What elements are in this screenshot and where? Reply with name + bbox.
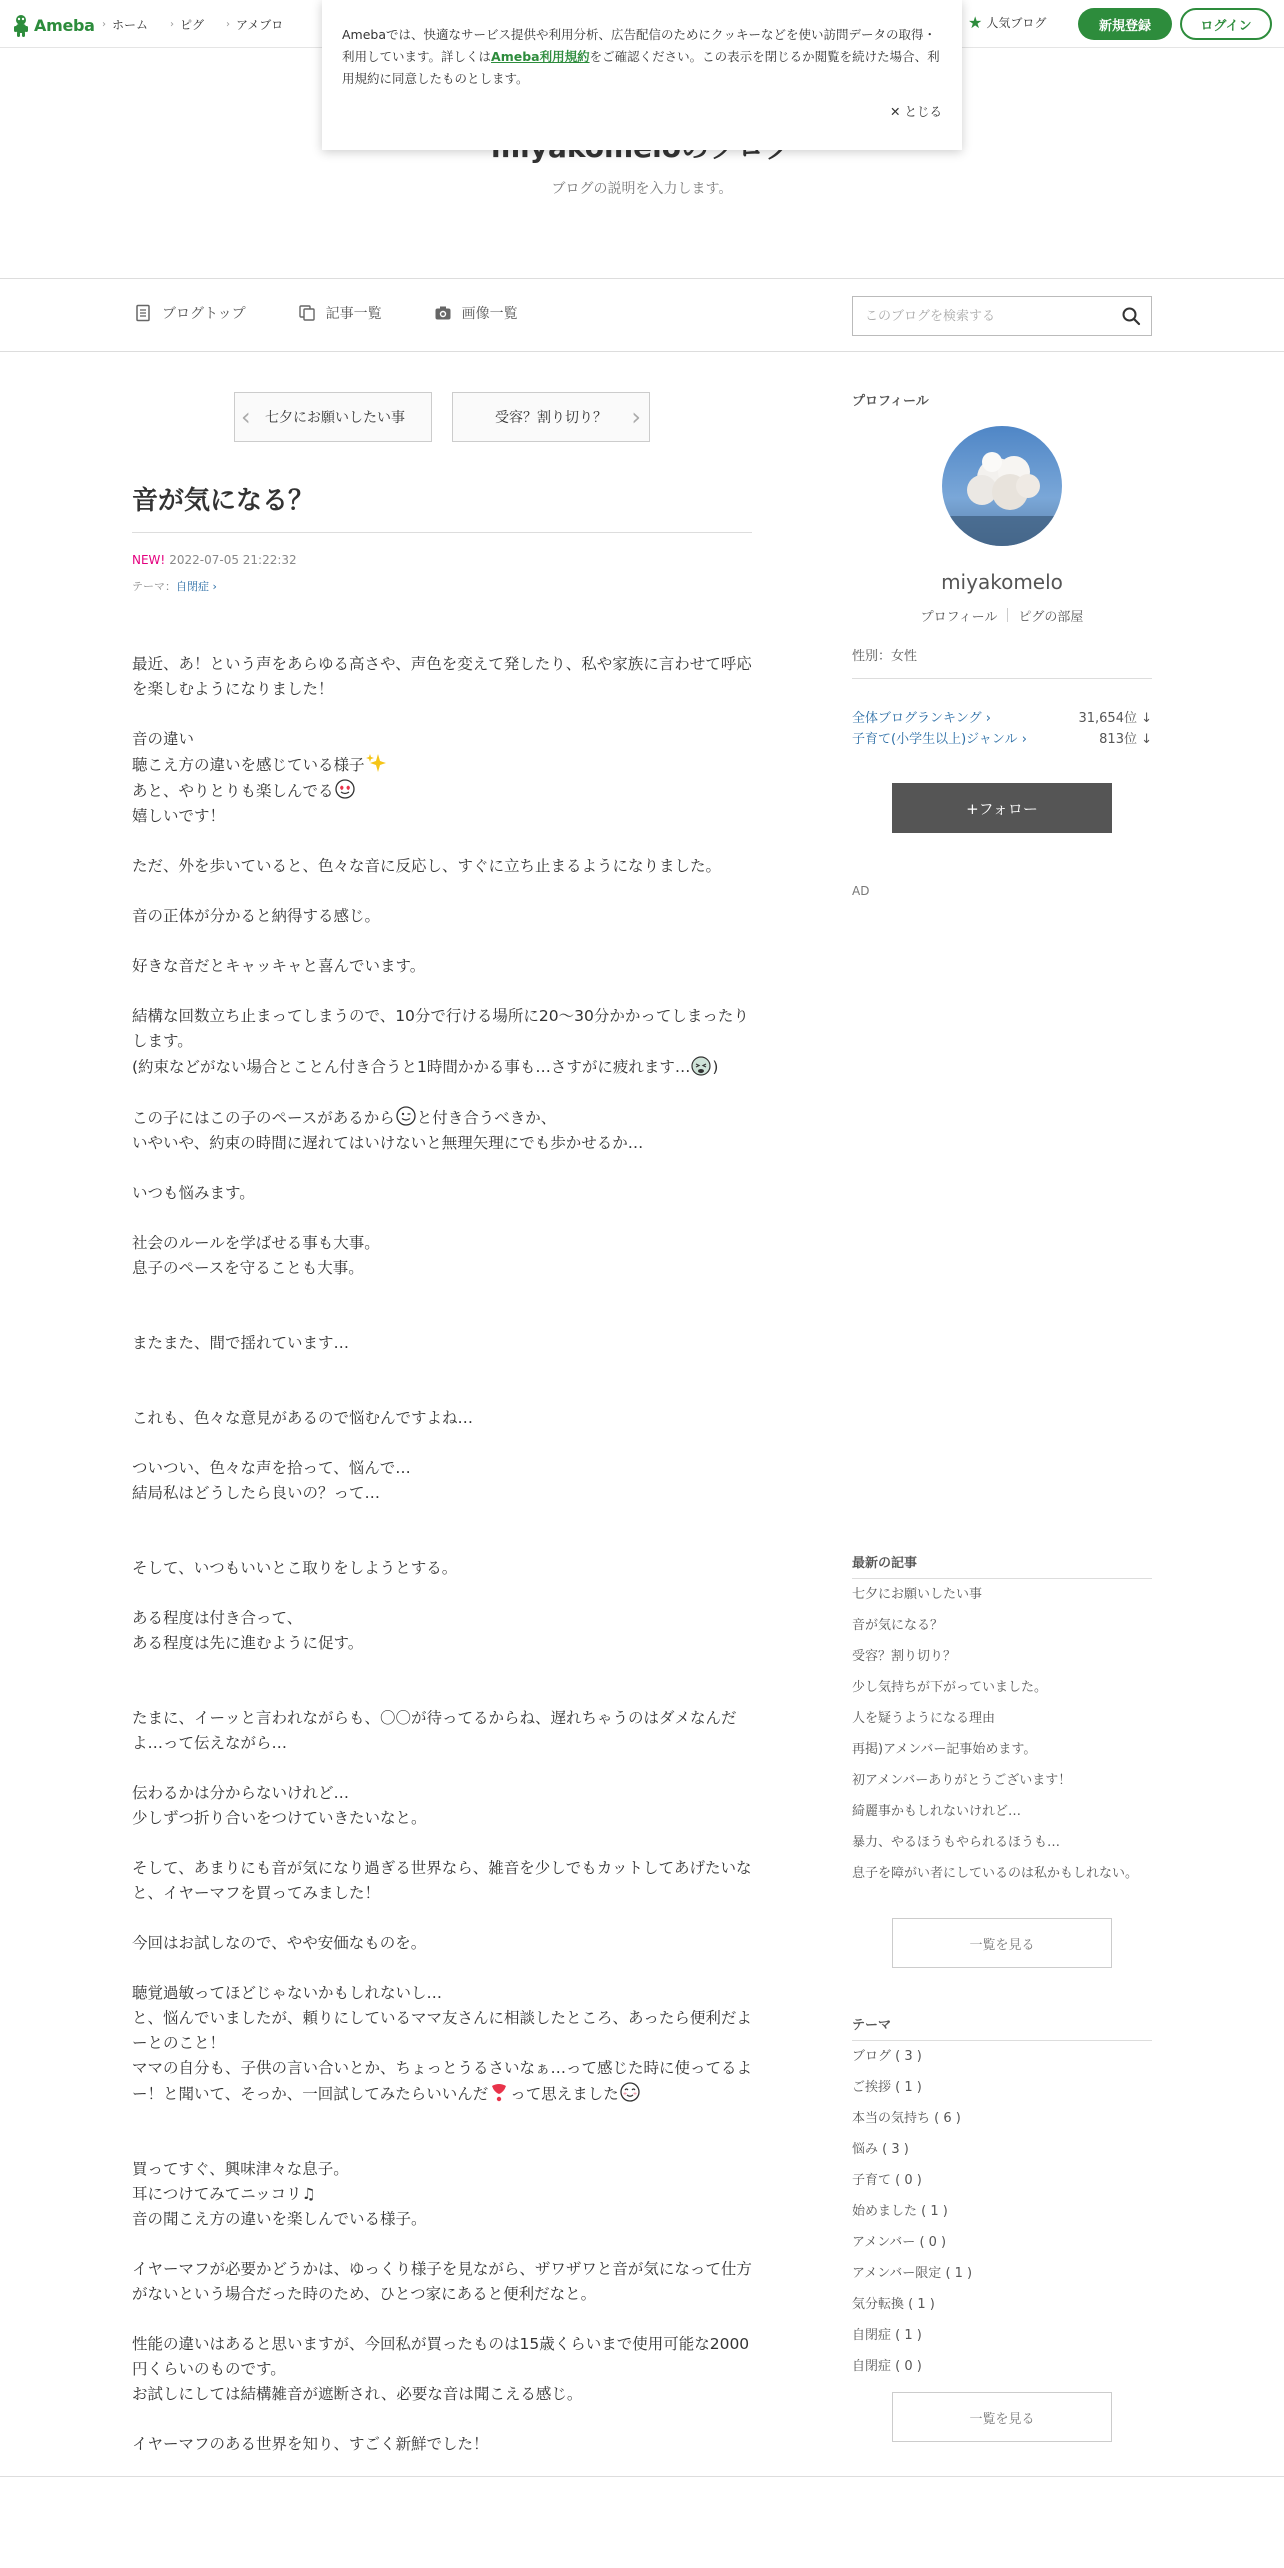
- theme-link[interactable]: 悩み ( 3 ): [852, 2142, 909, 2157]
- paragraph: [132, 1456, 752, 1506]
- paragraph: [132, 727, 752, 829]
- paragraph: [132, 1004, 752, 1080]
- cookie-text-after: をご確認ください。この表示を閉じるか閲覧を続けた場合、利用規約に同意したものとします。: [342, 49, 940, 86]
- paragraph: [132, 1931, 752, 1956]
- text-line: (約束などがない場合とことん付き合うと1時間かかる事も…さすがに疲れます…: [132, 1058, 691, 1076]
- article-date: [132, 553, 297, 567]
- text-line: お試しにしては結構雑音が遮断され、必要な音は聞こえる感じ。: [132, 2385, 583, 2403]
- paragraph: [132, 1331, 752, 1356]
- text-line: ママの自分も、子供の言い合いとか、ちょっとうるさいなぁ…って感じた時に使ってるよー！と聞いて、そっか、一回試してみたらいいんだ: [132, 2059, 753, 2103]
- winking-face-emoji-icon: [395, 1105, 417, 1127]
- paragraph: [132, 1406, 752, 1431]
- cookie-text-before: Amebaでは、快適なサービス提供や利用分析、広告配信のためにクッキーなどを使い訪問データの取得・利用しています。詳しくは: [342, 27, 937, 64]
- gender-text: 性別：女性: [852, 649, 918, 664]
- terms-link[interactable]: Ameba利用規約: [491, 49, 590, 64]
- recent-entry-link[interactable]: 再掲)アメンバー記事始めます。: [852, 1742, 1037, 1757]
- text-line: 嬉しいです！: [132, 807, 226, 825]
- camera-icon: [434, 304, 452, 322]
- text-line: 性能の違いはあると思いますが、今回私が買ったものは15歳くらいまで使用可能な2000円くらいのものです。: [132, 2335, 750, 2378]
- recent-entry-link[interactable]: 暴力、やるほうもやられるほうも…: [852, 1835, 1061, 1850]
- popular-blogs-link[interactable]: [968, 14, 1046, 31]
- paragraph: [132, 652, 752, 702]
- text-line: これも、色々な意見があるので悩むんですよね…: [132, 1409, 474, 1427]
- text-line: 聴覚過敏ってほどじゃないかもしれないし…: [132, 1984, 443, 2002]
- subnav-label: 記事一覧: [325, 306, 382, 322]
- chevron-right-icon: ›: [631, 403, 641, 431]
- text-line: そして、いつもいいとこ取りをしようとする。: [132, 1559, 458, 1577]
- tired-face-emoji-icon: [690, 1054, 712, 1076]
- recent-entry-link[interactable]: 受容？割り切り？: [852, 1649, 957, 1664]
- ad-label: AD: [852, 884, 870, 898]
- subnav-image-list[interactable]: [434, 303, 518, 323]
- divider: [0, 2476, 1284, 2477]
- ranking-value: 31,654位 ↓: [1078, 711, 1152, 726]
- text-line: 社会のルールを学ばせる事も大事。: [132, 1234, 380, 1252]
- chevron-right-icon: ›: [170, 19, 175, 30]
- sparkle-emoji-icon: [365, 752, 387, 774]
- text-line: 耳につけてみてニッコリ♫: [132, 2185, 316, 2203]
- paragraph: [132, 854, 752, 879]
- ameba-mascot-icon: [12, 13, 30, 37]
- login-button[interactable]: ログイン: [1180, 8, 1272, 40]
- blog-search: [852, 296, 1152, 336]
- search-input[interactable]: [853, 297, 1113, 335]
- divider: [852, 1578, 1152, 1579]
- profile-heading: プロフィール: [852, 394, 929, 409]
- recent-entry-link[interactable]: 七夕にお願いしたい事: [852, 1587, 983, 1602]
- avatar[interactable]: [942, 426, 1062, 546]
- prev-entry-button[interactable]: [234, 392, 432, 442]
- theme-link[interactable]: ご挨拶 ( 1 ): [852, 2080, 922, 2095]
- recent-entry-link[interactable]: 息子を障がい者にしているのは私かもしれない。: [852, 1866, 1139, 1881]
- cloud-sky-avatar-image: [942, 426, 1062, 546]
- text-line: と、悩んでいましたが、頼りにしているママ友さんに相談したところ、あったら便利だよーとのこと！: [132, 2009, 752, 2052]
- text-line: 最近、あ！という声をあらゆる高さや、声色を変えて発したり、私や家族に言わせて呼応を楽しむようになりました！: [132, 655, 752, 698]
- paragraph: [132, 1556, 752, 1581]
- article-title[interactable]: 音が気になる？: [132, 486, 315, 516]
- paragraph: [132, 2157, 752, 2232]
- themes-list: [852, 2047, 1152, 2388]
- text-line: ): [712, 1058, 719, 1076]
- divider: [1007, 608, 1008, 622]
- text-line: あと、やりとりも楽しんでる: [132, 782, 334, 800]
- text-line: 少しずつ折り合いをつけていきたいなと。: [132, 1809, 427, 1827]
- popular-label: 人気ブログ: [986, 16, 1047, 30]
- nav-item-pigg[interactable]: [170, 16, 204, 33]
- subnav-label: ブログトップ: [162, 306, 246, 322]
- see-all-entries-button[interactable]: 一覧を見る: [892, 1918, 1112, 1968]
- recent-entry-link[interactable]: 綺麗事かもしれないけれど…: [852, 1804, 1022, 1819]
- document-icon: [134, 304, 152, 322]
- profile-name[interactable]: miyakomelo: [941, 570, 1063, 594]
- text-line: ついつい、色々な声を拾って、悩んで…: [132, 1459, 411, 1477]
- recent-entry-link[interactable]: 初アメンバーありがとうございます！: [852, 1773, 1072, 1788]
- theme-link[interactable]: 自閉症 ( 1 ): [852, 2328, 922, 2343]
- close-icon: ✕: [890, 103, 901, 119]
- subnav-label: 画像一覧: [461, 306, 518, 322]
- ranking-label: 子育て(小学生以上)ジャンル: [852, 732, 1018, 747]
- theme-prefix: テーマ：: [132, 580, 176, 593]
- text-line: って思えました: [510, 2085, 619, 2103]
- paragraph: [132, 1706, 752, 1756]
- nav-label: ピグ: [180, 18, 205, 32]
- ranking-label: 全体ブログランキング: [852, 711, 982, 726]
- search-icon[interactable]: [1121, 306, 1141, 326]
- subnav-entry-list[interactable]: [298, 303, 382, 323]
- paragraph: [132, 1981, 752, 2107]
- paragraph: [132, 954, 752, 979]
- theme-link[interactable]: 始めました ( 1 ): [852, 2204, 948, 2219]
- nav-label: アメブロ: [236, 18, 284, 32]
- ranking-link[interactable]: 子育て(小学生以上)ジャンル ›: [852, 732, 1027, 747]
- follow-button[interactable]: +フォロー: [892, 783, 1112, 833]
- theme-link[interactable]: 自閉症 ›: [176, 580, 217, 593]
- text-line: 音の違い: [132, 730, 195, 748]
- chevron-right-icon: ›: [102, 19, 106, 30]
- recent-entry-link[interactable]: 音が気になる？: [852, 1618, 944, 1633]
- copy-icon: [298, 304, 316, 322]
- paragraph: [132, 1181, 752, 1206]
- theme-link[interactable]: ブログ ( 3 ): [852, 2049, 922, 2064]
- recent-entry-link[interactable]: 少し気持ちが下がっていました。: [852, 1680, 1048, 1695]
- text-line: そして、あまりにも音が気になり過ぎる世界なら、雑音を少しでもカットしてあげたいなと、イヤーマフを買ってみました！: [132, 1859, 752, 1902]
- cookie-text: [342, 24, 940, 90]
- paragraph: [132, 1231, 752, 1281]
- text-line: たまに、イーッと言われながらも、〇〇が待ってるからね、遅れちゃうのはダメなんだよ…って伝えながら…: [132, 1709, 737, 1752]
- ranking-link[interactable]: 全体ブログランキング ›: [852, 711, 991, 726]
- divider: [852, 678, 1152, 679]
- text-line: 息子のペースを守ることも大事。: [132, 1259, 364, 1277]
- chevron-left-icon: ‹: [241, 403, 251, 431]
- text-line: 音の聞こえ方の違いを楽しんでいる様子。: [132, 2210, 427, 2228]
- text-line: ただ、外を歩いていると、色々な音に反応し、すぐに立ち止まるようになりました。: [132, 857, 722, 875]
- text-line: 今回はお試しなので、やや安価なものを。: [132, 1934, 427, 1952]
- signup-button[interactable]: 新規登録: [1078, 8, 1172, 40]
- article-theme: [132, 578, 217, 594]
- text-line: この子にはこの子のペースがあるから: [132, 1109, 395, 1127]
- paragraph: [132, 904, 752, 929]
- cookie-close-button[interactable]: [890, 102, 942, 120]
- theme-link[interactable]: 気分転換 ( 1 ): [852, 2297, 935, 2312]
- paragraph: [132, 1105, 752, 1156]
- ranking-row: [852, 728, 1152, 747]
- text-line: 買ってすぐ、興味津々な息子。: [132, 2160, 349, 2178]
- text-line: またまた、間で揺れています…: [132, 1334, 350, 1352]
- theme-name: 自閉症: [176, 580, 209, 593]
- star-icon: ★: [968, 12, 983, 32]
- text-line: と付き合うべきか、: [416, 1109, 557, 1127]
- text-line: 伝わるかは分からないけれど…: [132, 1784, 350, 1802]
- next-entry-button[interactable]: [452, 392, 650, 442]
- profile-link[interactable]: プロフィール: [920, 610, 998, 625]
- text-line: 結構な回数立ち止まってしまうので、10分で行ける場所に20〜30分かかってしまったりします。: [132, 1007, 749, 1050]
- chevron-right-icon: ›: [226, 19, 231, 30]
- global-nav: [102, 16, 283, 33]
- subnav-items: [134, 303, 518, 323]
- theme-link[interactable]: 本当の気持ち ( 6 ): [852, 2111, 961, 2126]
- ranking-row: [852, 707, 1152, 726]
- blog-description: ブログの説明を入力します。: [551, 181, 733, 197]
- paragraph: [132, 1856, 752, 1906]
- next-entry-label: 受容？割り切り？: [495, 410, 607, 426]
- pigg-room-link[interactable]: ピグの部屋: [1018, 610, 1084, 625]
- text-line: いやいや、約束の時間に遅れてはいけないと無理矢理にでも歩かせるか…: [132, 1134, 644, 1152]
- text-line: ある程度は先に進むように促す。: [132, 1634, 364, 1652]
- text-line: 結局私はどうしたら良いの？って…: [132, 1484, 381, 1502]
- heart-eyes-emoji-icon: [334, 778, 356, 800]
- nav-item-ameblo[interactable]: [226, 16, 283, 33]
- divider: [132, 532, 752, 533]
- nav-label: ホーム: [112, 18, 149, 32]
- paragraph: [132, 2432, 752, 2457]
- smiling-face-emoji-icon: [619, 2081, 641, 2103]
- paragraph: [132, 2332, 752, 2407]
- text-line: 音の正体が分かると納得する感じ。: [132, 907, 381, 925]
- paragraph: [132, 1781, 752, 1831]
- ranking-value: 813位 ↓: [1099, 732, 1152, 747]
- text-line: イヤーマフのある世界を知り、すごく新鮮でした！: [132, 2435, 489, 2453]
- nav-item-home[interactable]: [102, 16, 148, 33]
- theme-link[interactable]: アメンバー限定 ( 1 ): [852, 2266, 973, 2281]
- recent-entry-link[interactable]: 人を疑うようになる理由: [852, 1711, 996, 1726]
- theme-link[interactable]: 自閉症 ( 0 ): [852, 2359, 922, 2374]
- new-badge: NEW!: [132, 553, 166, 567]
- paragraph: [132, 1606, 752, 1656]
- cookie-close-label: とじる: [904, 104, 942, 119]
- ameba-logo[interactable]: [12, 12, 95, 38]
- logo-text: Ameba: [34, 15, 95, 35]
- text-line: イヤーマフが必要かどうかは、ゆっくり様子を見ながら、ザワザワと音が気になって仕方がないという場合だった時のため、ひとつ家にあると便利だなと。: [132, 2260, 752, 2303]
- divider: [852, 2040, 1152, 2041]
- subnav-blog-top[interactable]: [134, 303, 246, 323]
- paragraph: [132, 2257, 752, 2307]
- text-line: 聴こえ方の違いを感じている様子: [132, 756, 365, 774]
- cookie-consent-banner: [322, 0, 962, 150]
- recent-entries-heading: 最新の記事: [852, 1556, 918, 1571]
- theme-link[interactable]: アメンバー ( 0 ): [852, 2235, 947, 2250]
- theme-link[interactable]: 子育て ( 0 ): [852, 2173, 922, 2188]
- text-line: ある程度は付き合って、: [132, 1609, 303, 1627]
- date-text: 2022-07-05 21:22:32: [169, 553, 297, 567]
- text-line: 好きな音だとキャッキャと喜んでいます。: [132, 957, 426, 975]
- themes-heading: テーマ: [852, 2018, 892, 2033]
- profile-links: [852, 606, 1152, 625]
- recent-entries-list: [852, 1585, 1152, 1910]
- text-line: いつも悩みます。: [132, 1184, 255, 1202]
- prev-entry-label: 七夕にお願いしたい事: [265, 410, 405, 426]
- article-body: [132, 652, 752, 2482]
- see-all-themes-button[interactable]: 一覧を見る: [892, 2392, 1112, 2442]
- red-exclamation-emoji-icon: [488, 2081, 510, 2103]
- blog-subnav: [0, 278, 1284, 352]
